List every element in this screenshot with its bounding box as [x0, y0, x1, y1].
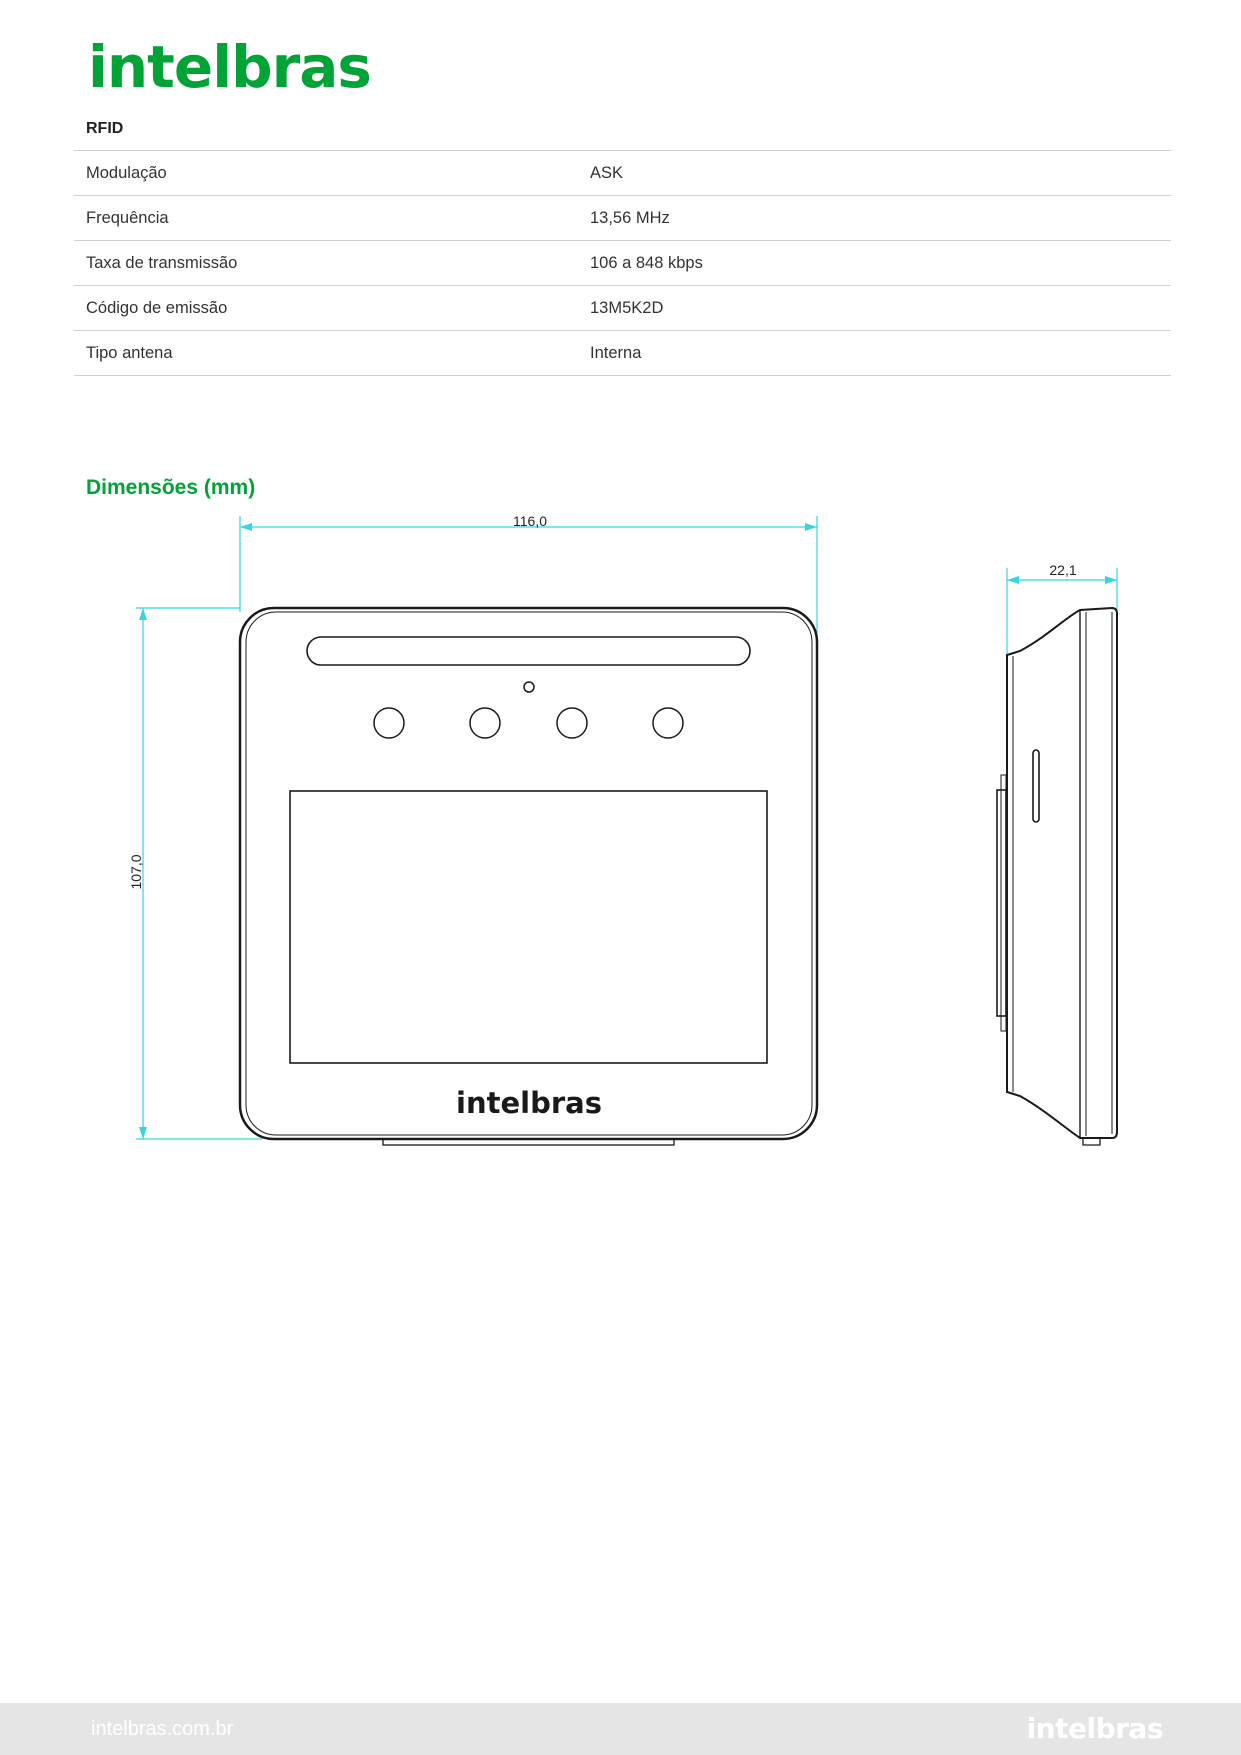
sensor-circle — [470, 708, 500, 738]
display-screen — [290, 791, 767, 1063]
depth-dimension-label: 22,1 — [1049, 562, 1077, 578]
device-side-view — [997, 608, 1117, 1145]
spec-label: Frequência — [74, 196, 578, 241]
side-slot — [1033, 750, 1039, 822]
spec-value: Interna — [578, 331, 1171, 376]
dimension-lines-front — [136, 516, 817, 1139]
sensor-circle — [557, 708, 587, 738]
height-dimension-label: 107,0 — [128, 854, 144, 890]
camera-lens — [524, 682, 534, 692]
spec-value: ASK — [578, 151, 1171, 196]
spec-label: Código de emissão — [74, 286, 578, 331]
spec-value: 13,56 MHz — [578, 196, 1171, 241]
intelbras-logo: intelbras — [88, 33, 371, 101]
dimensions-title: Dimensões (mm) — [86, 476, 256, 499]
width-dimension-label: 116,0 — [513, 513, 547, 529]
footer-logo: intelbras — [1026, 1712, 1163, 1745]
sensor-circle — [653, 708, 683, 738]
spec-label: Modulação — [74, 151, 578, 196]
dimension-arrows — [139, 523, 1117, 1139]
device-logo: intelbras — [456, 1086, 602, 1120]
spec-value: 13M5K2D — [578, 286, 1171, 331]
device-front-view — [240, 608, 817, 1145]
spec-value: 106 a 848 kbps — [578, 241, 1171, 286]
footer — [0, 1703, 1241, 1755]
light-bar — [307, 637, 750, 665]
section-label-rfid: RFID — [86, 120, 124, 137]
dimension-lines-side — [1007, 568, 1117, 655]
sensor-circle — [374, 708, 404, 738]
footer-website: intelbras.com.br — [91, 1718, 234, 1740]
spec-label: Taxa de transmissão — [74, 241, 578, 286]
spec-label: Tipo antena — [74, 331, 578, 376]
